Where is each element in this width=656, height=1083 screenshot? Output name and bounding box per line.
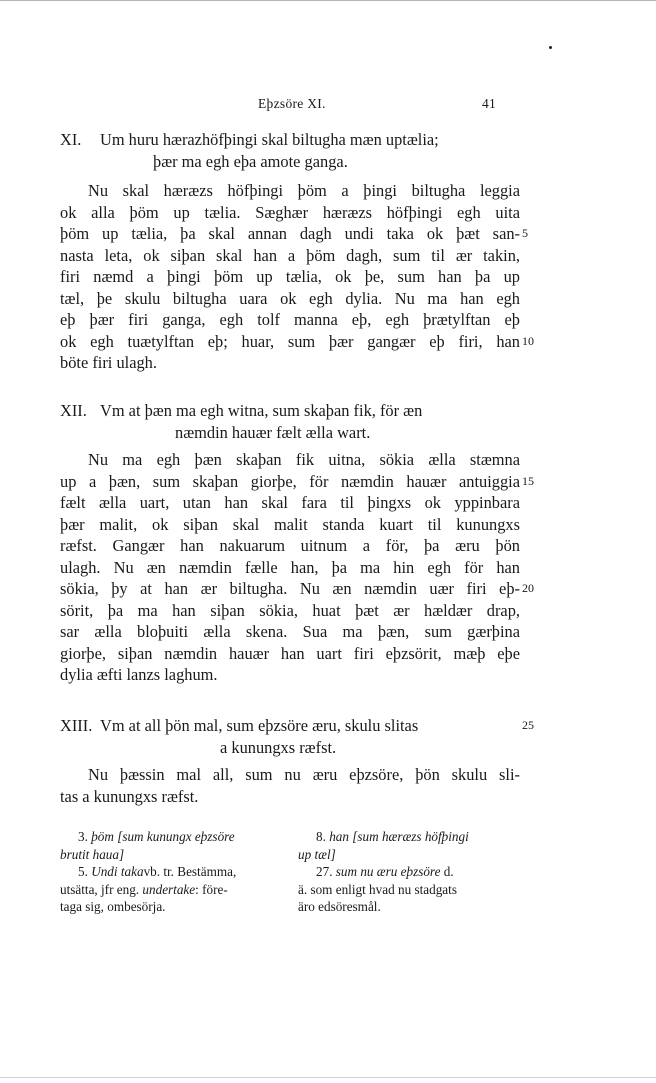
footnote: 3. þöm [sum kunungx eþzsöre: [78, 829, 235, 844]
footnotes-right: [298, 828, 520, 916]
footnote-cont: äro edsöresmål.: [298, 899, 381, 914]
line-number: 5: [522, 226, 528, 240]
line-number: 10: [522, 333, 534, 348]
footnote: 8. han [sum hæræzs höfþingi: [316, 829, 469, 844]
section-heading-cont: þær ma egh eþa amote ganga.: [153, 151, 348, 171]
text-line: firi næmd a þingi þöm up tælia, ok þe, sum han þa up: [60, 267, 520, 286]
bottom-border-line: [0, 1077, 656, 1078]
footnote-cont: taga sig, ombesörja.: [60, 899, 166, 914]
text-line: böte firi ulagh.: [60, 353, 157, 372]
line-number: 15: [522, 473, 534, 488]
text-line: fælt ælla uart, utan han skal fara til þingxs ok yppinbara: [60, 493, 520, 512]
section-number: XI.: [60, 130, 82, 149]
text-line: ulagh. Nu æn næmdin fælle han, þa ma hin egh för han: [60, 557, 520, 577]
section-heading-cont: næmdin hauær fælt ælla wart.: [175, 422, 371, 442]
text-line: Nu skal hæræzs höfþingi þöm a þingi biltugha leggia: [88, 181, 520, 200]
section-xii-body: [60, 449, 534, 686]
text-line: þöm up tælia, þa skal annan dagh undi taka ok þæt san- 5: [60, 224, 528, 243]
footnote: 5. Undi takavb. tr. Bestämma,: [78, 864, 237, 879]
text-line: tas a kunungxs ræfst.: [60, 786, 199, 806]
section-heading: XI. Um huru hærazhöfþingi skal biltugha mæn uptælia;: [60, 130, 439, 149]
section-xiii: [60, 715, 534, 758]
line-number: 20: [522, 581, 534, 595]
section-heading-cont: a kunungxs ræfst.: [220, 737, 337, 757]
section-xi-body: [60, 180, 534, 374]
text-line: ræfst. Gangær han nakuarum uitnum a för, þa æru þön: [60, 536, 520, 555]
text-line: sörit, þa ma han siþan sökia, huat þæt ær hældær drap,: [60, 600, 520, 620]
text-line: Nu ma egh þæn skaþan fik uitna, sökia ælla stæmna: [88, 450, 520, 469]
footnote-cont: up tæl]: [298, 846, 336, 862]
section-heading: XII. Vm at þæn ma egh witna, sum skaþan fik, för æn: [60, 401, 423, 420]
top-border-line: [0, 0, 656, 1]
page-speck: [549, 46, 552, 49]
text-line: up a þæn, sum skaþan giorþe, för næmdin hauær antuiggia 15: [60, 471, 534, 491]
section-xi: [60, 129, 520, 172]
footnote-cont: utsätta, jfr eng. undertake: före-: [60, 881, 228, 897]
section-heading: XIII. Vm at all þön mal, sum eþzsöre æru, skulu slitas 25: [60, 716, 534, 735]
text-line: þær malit, ok siþan skal malit standa kuart til kunungxs: [60, 514, 520, 534]
section-number: XII.: [60, 401, 87, 420]
text-line: nasta leta, ok siþan skal han a þöm dagh, sum til ær takin,: [60, 245, 520, 265]
text-line: ok alla þöm up tælia. Sæghær hæræzs höfþingi egh uita: [60, 202, 520, 222]
text-line: dylia æfti lanzs laghum.: [60, 665, 218, 684]
running-head-title: Eþzsöre XI.: [258, 96, 326, 111]
text-line: sar ælla bloþuiti ælla skena. Sua ma þæn, sum gærþina: [60, 622, 520, 641]
text-line: Nu þæssin mal all, sum nu æru eþzsöre, þön skulu sli-: [88, 765, 520, 784]
footnote: 27. sum nu æru eþzsöre d.: [316, 864, 454, 879]
line-number: 25: [522, 718, 534, 732]
footnotes-left: [60, 828, 282, 916]
footnote-cont: ä. som enligt hvad nu stadgats: [298, 881, 457, 897]
section-xiii-body: [60, 764, 520, 807]
section-xii: [60, 400, 520, 443]
section-number: XIII.: [60, 716, 93, 735]
text-line: eþ þær firi ganga, egh tolf manna eþ, egh þrætylftan eþ: [60, 310, 520, 329]
text-line: ok egh tuætylftan eþ; huar, sum þær gangær eþ firi, han 10: [60, 331, 534, 351]
text-line: tæl, þe skulu biltugha uara ok egh dylia. Nu ma han egh: [60, 288, 520, 308]
page-number: 41: [482, 96, 497, 111]
text-line: sökia, þy at han ær biltugha. Nu æn næmdin uær firi eþ- 20: [60, 579, 534, 598]
text-line: giorþe, siþan næmdin hauær han uart firi eþzsörit, mæþ eþe: [60, 643, 520, 663]
footnote-cont: brutit haua]: [60, 846, 125, 862]
